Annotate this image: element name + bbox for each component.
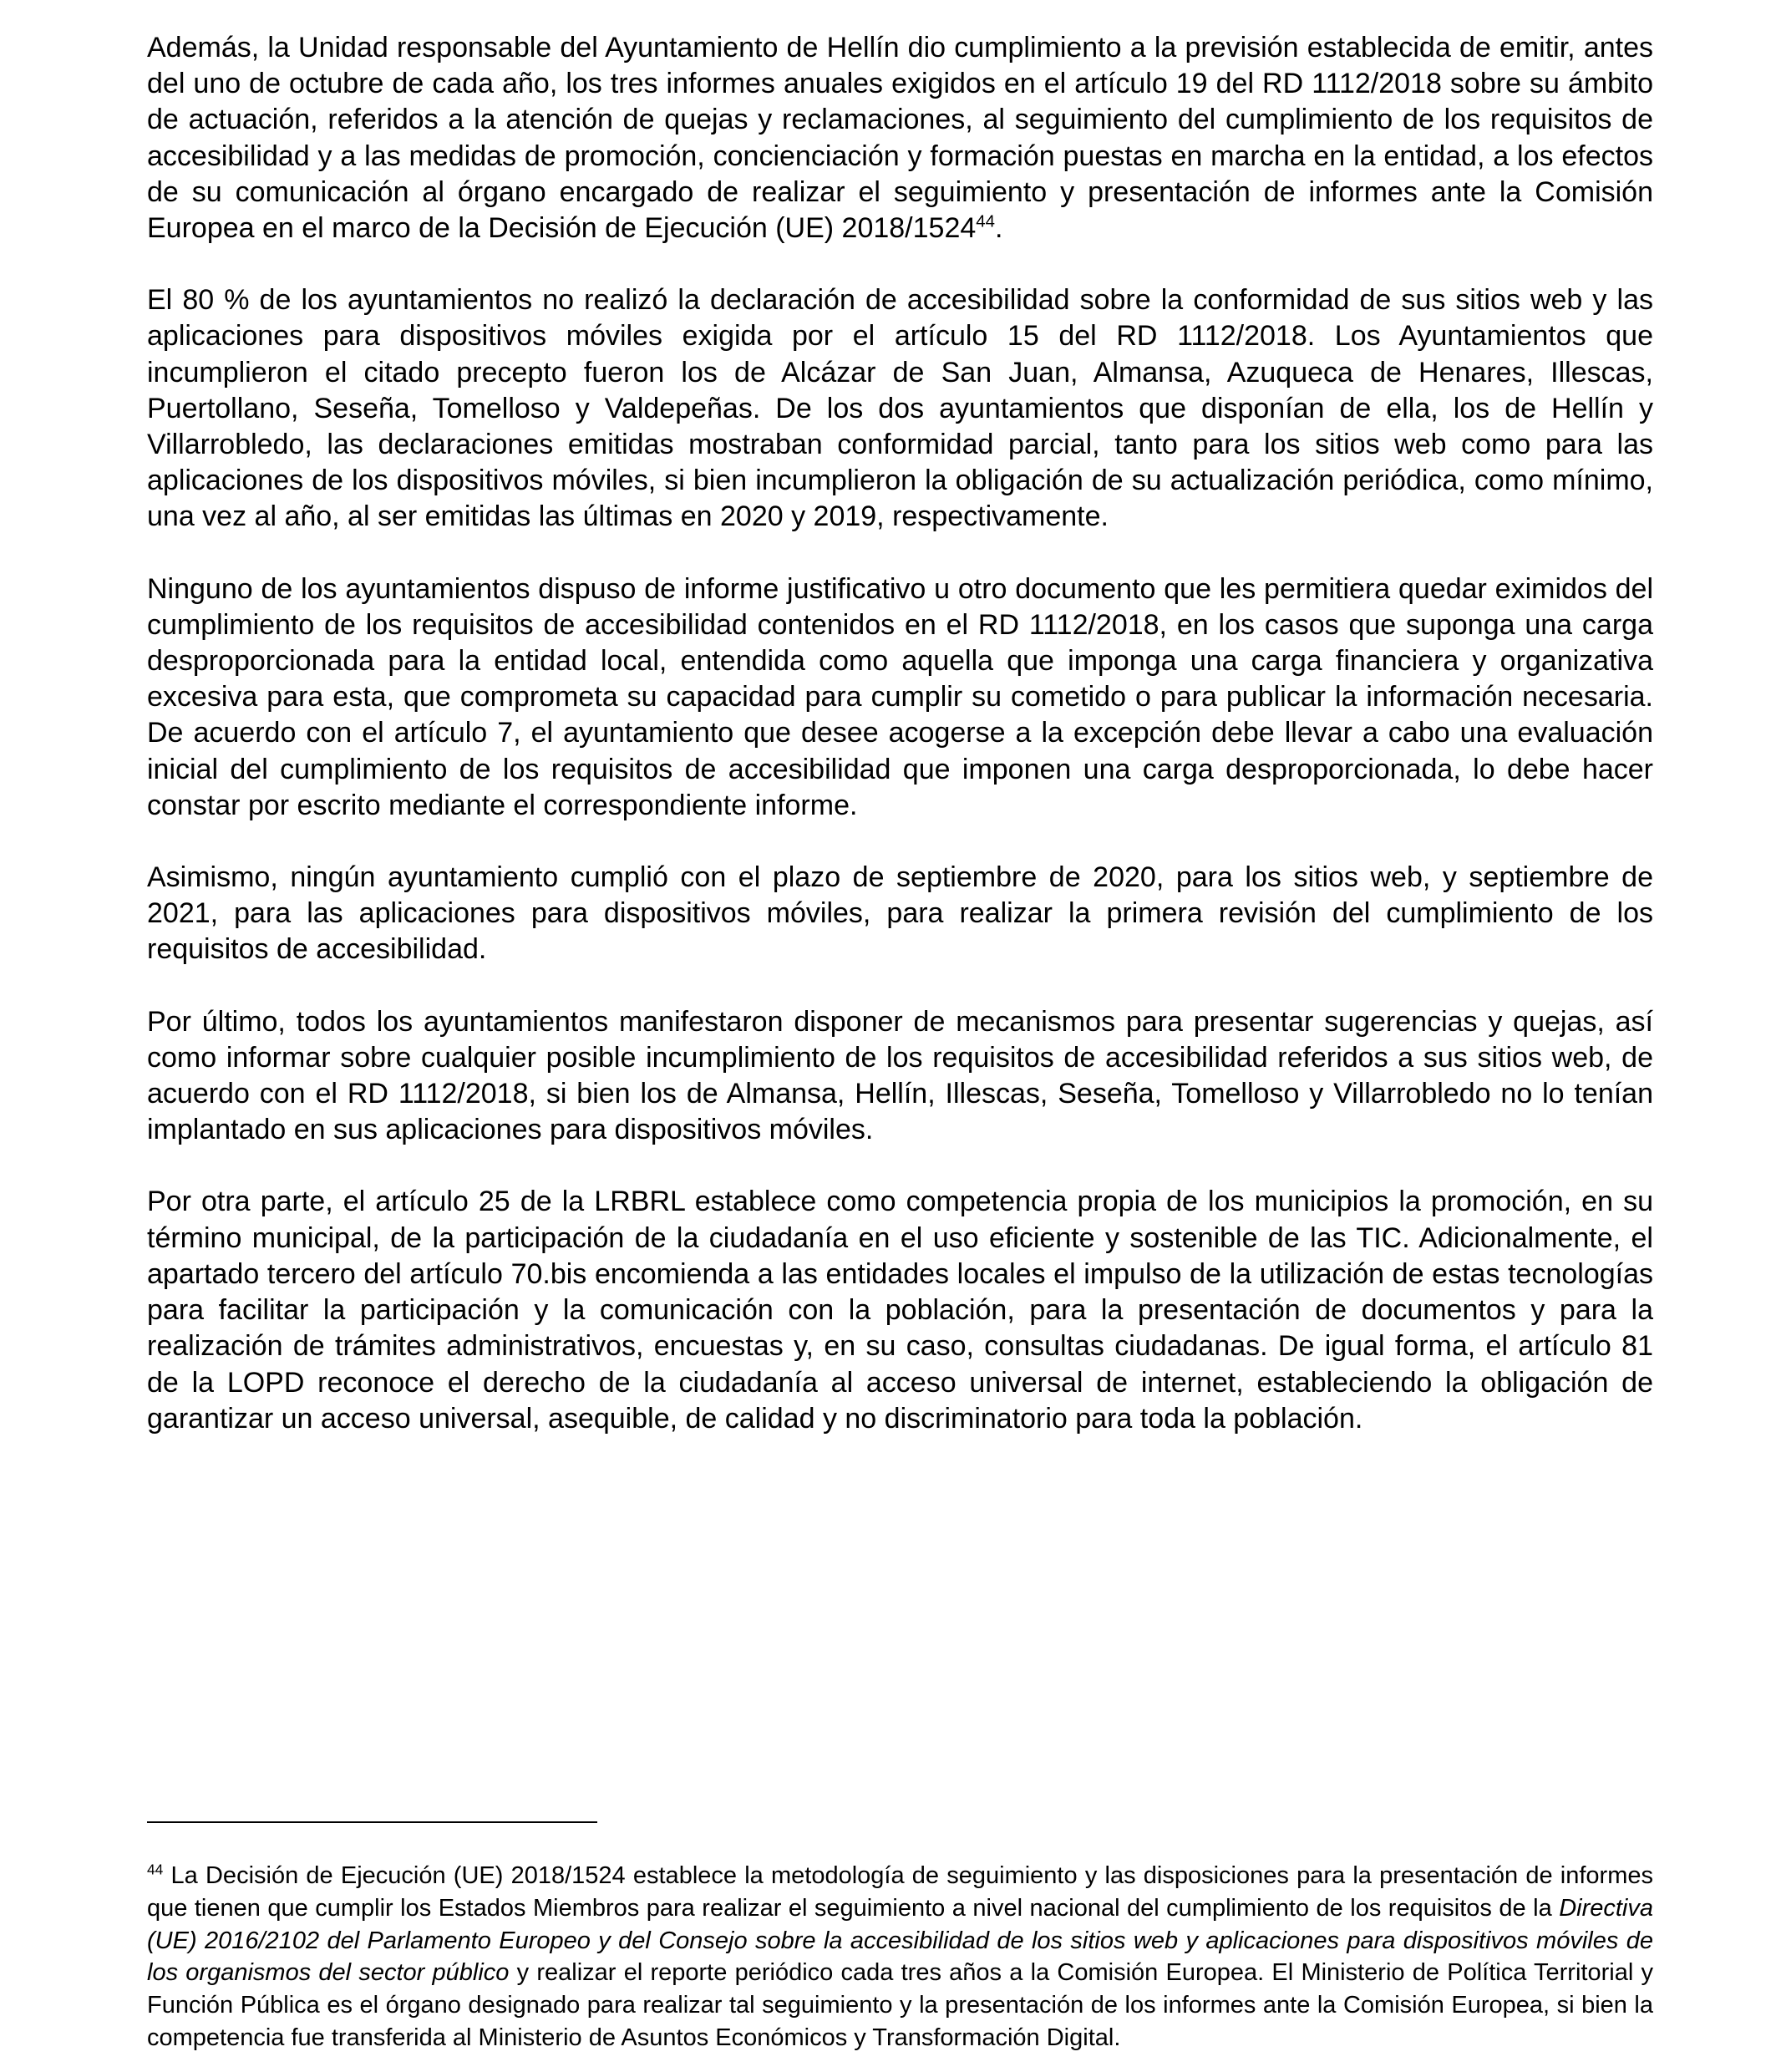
footnote-directive-title: Directiva (UE) 2016/2102 del Parlamento Europeo y del Consejo sobre la accesibilidad de los sitios web y aplicaciones para dispositivos móviles de los organismos del sector público	[147, 1894, 1653, 1987]
paragraph-justification-report: Ninguno de los ayuntamientos dispuso de informe justificativo u otro documento que les permitiera quedar eximidos del cumplimiento de los requisitos de accesibilidad contenidos en el RD 1112/2018, en los casos que suponga una carga desproporcionada para la entidad local, entendida como aquella que imponga una carga financiera y organizativa excesiva para esta, que comprometa su capacidad para cumplir su cometido o para publicar la información necesaria. De acuerdo con el artículo 7, el ayuntamiento que desee acogerse a la excepción debe llevar a cabo una evaluación inicial del cumplimiento de los requisitos de accesibilidad que imponen una carga desproporcionada, lo debe hacer constar por escrito mediante el correspondiente informe.	[147, 572, 1653, 821]
paragraph-text-end: .	[994, 212, 1003, 245]
paragraph-hellin-reports	[147, 30, 1653, 246]
footnote-text: La Decisión de Ejecución (UE) 2018/1524 establece la metodología de seguimiento y las disposiciones para la presentación de informes que tienen que cumplir los Estados Miembros para realizar el seguimiento a nivel nacional del cumplimiento de los requisitos de la	[147, 1862, 1653, 1922]
paragraph-accessibility-declaration: El 80 % de los ayuntamientos no realizó la declaración de accesibilidad sobre la conformidad de sus sitios web y las aplicaciones para dispositivos móviles exigida por el artículo 15 del RD 1112/2018. Los Ayuntamientos que incumplieron el citado precepto fueron los de Alcázar de San Juan, Almansa, Azuqueca de Henares, Illescas, Puertollano, Seseña, Tomelloso y Valdepeñas. De los dos ayuntamientos que disponían de ella, los de Hellín y Villarrobledo, las declaraciones emitidas mostraban conformidad parcial, tanto para los sitios web como para las aplicaciones de los dispositivos móviles, si bien incumplieron la obligación de su actualización periódica, como mínimo, una vez al año, al ser emitidas las últimas en 2020 y 2019, respectivamente.	[147, 284, 1653, 533]
paragraph-complaint-mechanisms: Por último, todos los ayuntamientos manifestaron disponer de mecanismos para presentar sugerencias y quejas, así como informar sobre cualquier posible incumplimiento de los requisitos de accesibilidad referidos a sus sitios web, de acuerdo con el RD 1112/2018, si bien los de Almansa, Hellín, Illescas, Seseña, Tomelloso y Villarrobledo no lo tenían implantado en sus aplicaciones para dispositivos móviles.	[147, 1005, 1653, 1146]
paragraph-text: Además, la Unidad responsable del Ayuntamiento de Hellín dio cumplimiento a la previsión establecida de emitir, antes del uno de octubre de cada año, los tres informes anuales exigidos en el artículo 19 del RD 1112/2018 sobre su ámbito de actuación, referidos a la atención de quejas y reclamaciones, al seguimiento del cumplimiento de los requisitos de accesibilidad y a las medidas de promoción, concienciación y formación puestas en marcha en la entidad, a los efectos de su comunicación al órgano encargado de realizar el seguimiento y presentación de informes ante la Comisión Europea en el marco de la Decisión de Ejecución (UE) 2018/1524	[147, 32, 1653, 245]
paragraph-lrbrl-competence: Por otra parte, el artículo 25 de la LRBRL establece como competencia propia de los municipios la promoción, en su término municipal, de la participación de la ciudadanía en el uso eficiente y sostenible de las TIC. Adicionalmente, el apartado tercero del artículo 70.bis encomienda a las entidades locales el impulso de la utilización de estas tecnologías para facilitar la participación y la comunicación con la población, para la presentación de documentos y para la realización de trámites administrativos, encuestas y, en su caso, consultas ciudadanas. De igual forma, el artículo 81 de la LOPD reconoce el derecho de la ciudadanía al acceso universal de internet, estableciendo la obligación de garantizar un acceso universal, asequible, de calidad y no discriminatorio para toda la población.	[147, 1186, 1653, 1435]
document-body	[147, 30, 1653, 1473]
footnote-text-end: y realizar el reporte periódico cada tres años a la Comisión Europea. El Ministerio de Política Territorial y Función Pública es el órgano designado para realizar tal seguimiento y la presentación de los informes ante la Comisión Europea, si bien la competencia fue transferida al Ministerio de Asuntos Económicos y Transformación Digital.	[147, 1959, 1653, 2051]
footnote-reference[interactable]: 44	[976, 212, 995, 231]
footnote	[147, 1860, 1653, 2054]
footnote-separator	[147, 1821, 597, 1823]
footnote-number: 44	[147, 1861, 164, 1878]
paragraph-first-review: Asimismo, ningún ayuntamiento cumplió con el plazo de septiembre de 2020, para los sitios web, y septiembre de 2021, para las aplicaciones para dispositivos móviles, para realizar la primera revisión del cumplimiento de los requisitos de accesibilidad.	[147, 861, 1653, 966]
